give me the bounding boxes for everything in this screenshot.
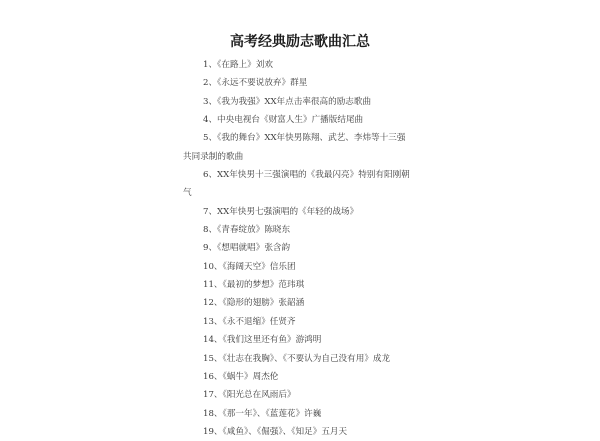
list-item-text: 18、《那一年》、《蓝莲花》许巍 (203, 408, 322, 419)
list-item (203, 111, 435, 129)
song-list (183, 56, 435, 441)
list-item-text: 4、中央电视台《财富人生》广播版结尾曲 (203, 115, 364, 126)
list-item (203, 386, 435, 404)
list-item (183, 129, 435, 166)
list-item (203, 258, 435, 276)
list-item-text: 7、XX年快男七强演唱的《年轻的战场》 (203, 206, 359, 217)
list-item (203, 405, 435, 423)
list-item (203, 423, 435, 441)
list-item-text: 12、《隐形的翅膀》张韶涵 (203, 298, 305, 309)
list-item (203, 93, 435, 111)
list-item-continuation: 气 (183, 188, 192, 199)
list-item (203, 203, 435, 221)
list-item-text: 2、《永远不要说放弃》群星 (203, 78, 308, 89)
list-item-text: 17、《阳光总在风雨后》 (203, 390, 296, 401)
list-item-text: 19、《咸鱼》、《倔强》、《知足》五月天 (203, 426, 348, 437)
list-item (203, 74, 435, 92)
list-item-text: 5、《我的舞台》XX年快男陈翔、武艺、李炜等十三强 (203, 133, 406, 144)
list-item (203, 313, 435, 331)
list-item-continuation: 共同录制的歌曲 (183, 151, 244, 162)
list-item (183, 166, 435, 203)
list-item (203, 368, 435, 386)
list-item-text: 16、《蜗牛》周杰伦 (203, 371, 279, 382)
list-item-text: 9、《想唱就唱》张含韵 (203, 243, 291, 254)
list-item-text: 3、《我为我强》XX年点击率很高的励志歌曲 (203, 96, 372, 107)
list-item (203, 331, 435, 349)
list-item-text: 1、《在路上》刘欢 (203, 60, 273, 70)
list-item-text: 10、《海阔天空》信乐团 (203, 261, 296, 272)
document-title: 高考经典励志歌曲汇总 (230, 34, 370, 50)
list-item (203, 221, 435, 239)
list-item (203, 294, 435, 312)
list-item (203, 350, 435, 368)
list-item (203, 239, 435, 257)
list-item-text: 11、《最初的梦想》范玮琪 (203, 280, 305, 291)
list-item (203, 276, 435, 294)
list-item-text: 15、《壮志在我胸》、《不要认为自己没有用》成龙 (203, 353, 391, 364)
list-item-text: 14、《我们这里还有鱼》游鸿明 (203, 335, 322, 346)
list-item-text: 6、XX年快男十三强演唱的《我最闪亮》特别有阳刚朝 (203, 170, 410, 181)
list-item-text: 8、《青春绽放》陈晓东 (203, 225, 291, 236)
list-item (203, 56, 435, 74)
list-item-text: 13、《永不退缩》任贤齐 (203, 316, 296, 327)
